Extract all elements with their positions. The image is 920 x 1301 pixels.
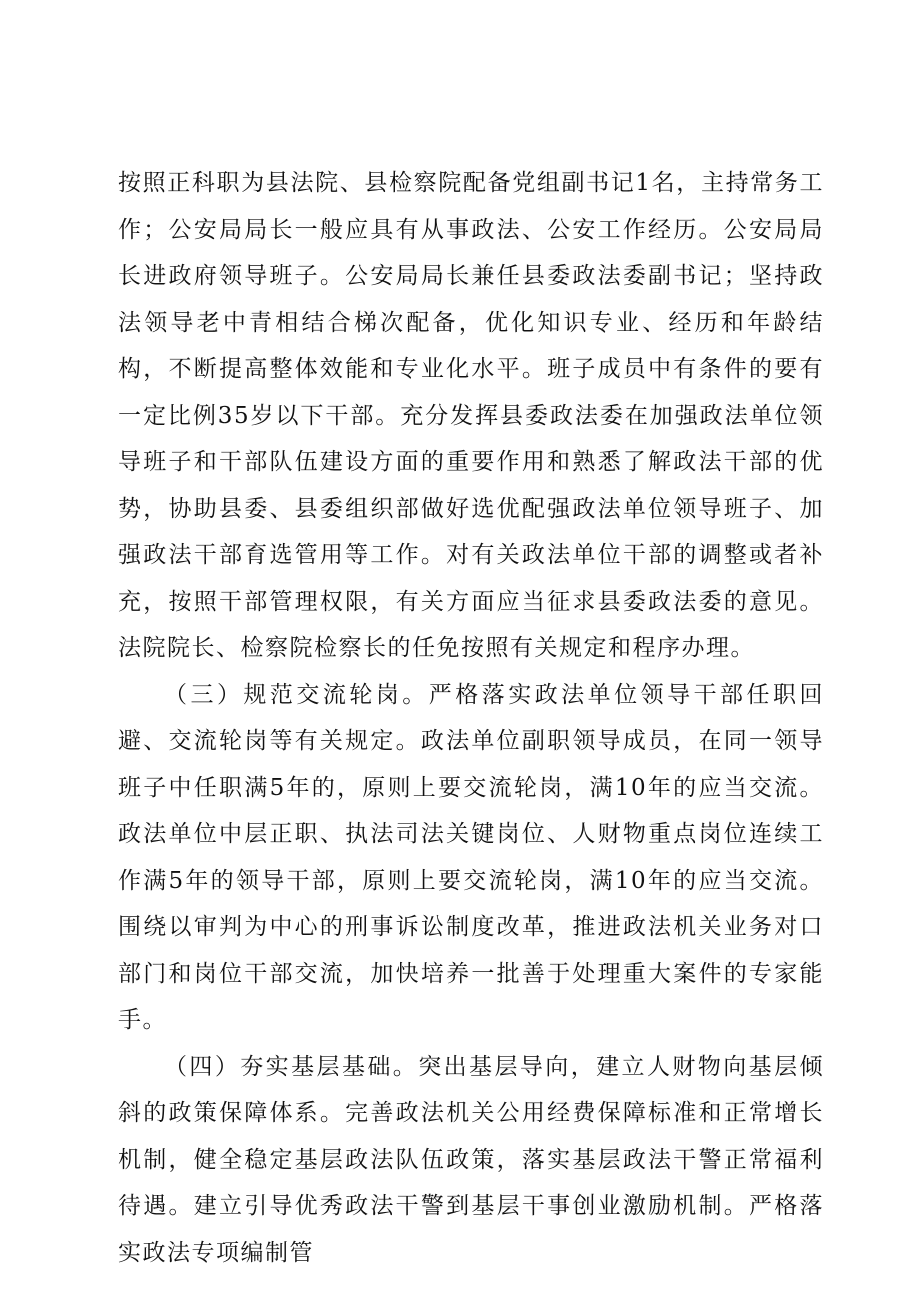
paragraph-grassroots-foundation: （四）夯实基层基础。突出基层导向，建立人财物向基层倾斜的政策保障体系。完善政法机关公用经费保障标准和正常增长机制，健全稳定基层政法队伍政策，落实基层政法干警正常福利待遇。建立引导优秀政法干警到基层干事创业激励机制。严格落实政法专项编制管 [118, 1053, 824, 1266]
paragraph-rotation-exchange: （三）规范交流轮岗。严格落实政法单位领导干部任职回避、交流轮岗等有关规定。政法单位副职领导成员，在同一领导班子中任职满5年的，原则上要交流轮岗，满10年的应当交流。政法单位中层正职、执法司法关键岗位、人财物重点岗位连续工作满5年的领导干部，原则上要交流轮岗，满10年的应当交流。围绕以审判为中心的刑事诉讼制度改革，推进政法机关业务对口部门和岗位干部交流，加快培养一批善于处理重大案件的专家能手。 [118, 681, 824, 1033]
document-body [118, 160, 824, 1276]
paragraph-leadership-configuration: 按照正科职为县法院、县检察院配备党组副书记1名，主持常务工作；公安局局长一般应具有从事政法、公安工作经历。公安局局长进政府领导班子。公安局局长兼任县委政法委副书记；坚持政法领导老中青相结合梯次配备，优化知识专业、经历和年龄结构，不断提高整体效能和专业化水平。班子成员中有条件的要有一定比例35岁以下干部。充分发挥县委政法委在加强政法单位领导班子和干部队伍建设方面的重要作用和熟悉了解政法干部的优势，协助县委、县委组织部做好选优配强政法单位领导班子、加强政法干部育选管用等工作。对有关政法单位干部的调整或者补充，按照干部管理权限，有关方面应当征求县委政法委的意见。法院院长、检察院检察长的任免按照有关规定和程序办理。 [118, 170, 824, 661]
